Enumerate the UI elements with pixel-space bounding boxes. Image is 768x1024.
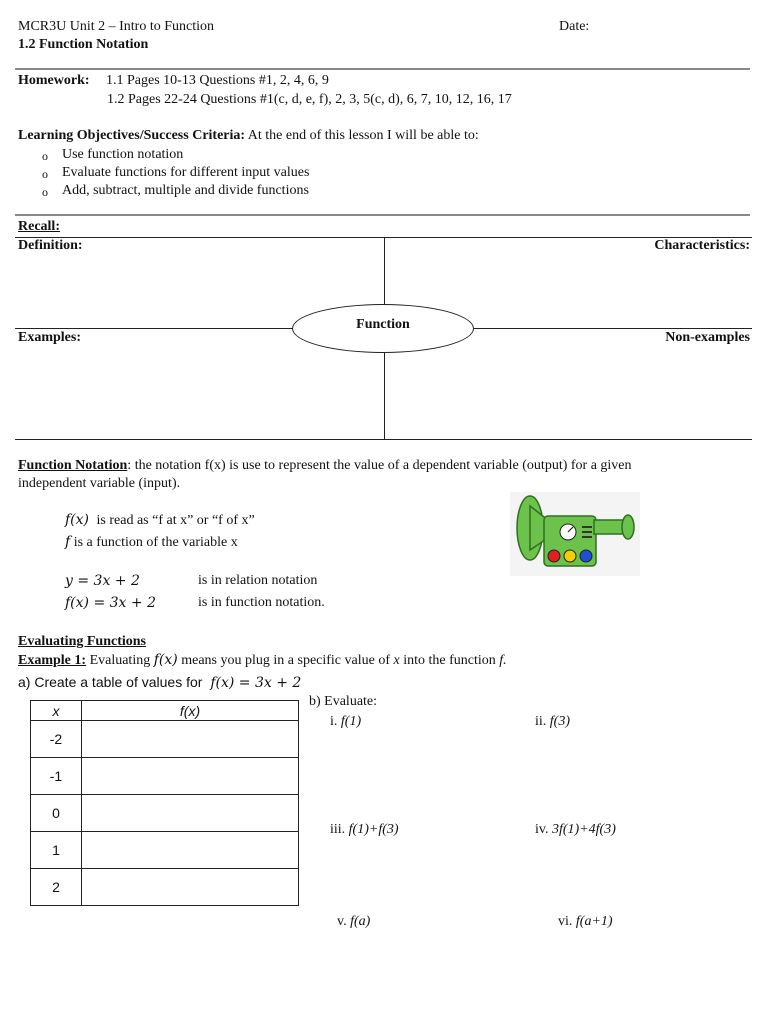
vent-line xyxy=(582,536,592,538)
part-a-line xyxy=(18,674,301,691)
read-as-line xyxy=(65,512,255,529)
notation-text-2: independent variable (input). xyxy=(18,476,181,491)
table-row xyxy=(31,832,299,869)
output-pipe xyxy=(594,520,626,534)
relation-notation-text: is in relation notation xyxy=(198,573,318,588)
table-cell-x: 0 xyxy=(31,795,82,832)
question-expression: f(a) xyxy=(350,914,371,929)
example-x: x xyxy=(393,653,400,668)
table-cell-fx-blank[interactable] xyxy=(82,795,299,832)
table-cell-x: 1 xyxy=(31,832,82,869)
variable-text: is a function of the variable x xyxy=(73,535,238,550)
variable-math: f xyxy=(65,534,71,550)
homework-line-2: 1.2 Pages 22-24 Questions #1(c, d, e, f), 2, 3, 5(c, d), 6, 7, 10, 12, 16, 17 xyxy=(107,92,512,107)
question-item xyxy=(535,714,570,730)
question-number: ii. xyxy=(535,714,547,729)
date-label: Date: xyxy=(559,19,590,34)
objectives-heading xyxy=(18,128,479,144)
table-cell-fx-blank[interactable] xyxy=(82,869,299,906)
example-1-label: Example 1: xyxy=(18,653,87,668)
vent-line xyxy=(582,531,592,533)
question-expression: f(1)+f(3) xyxy=(348,822,399,837)
definition-label: Definition: xyxy=(18,238,83,253)
table-cell-x: -1 xyxy=(31,758,82,795)
function-center-label: Function xyxy=(356,317,410,332)
question-expression: 3f(1)+4f(3) xyxy=(551,822,616,837)
output-pipe-end xyxy=(622,515,634,539)
red-button-icon xyxy=(548,550,560,562)
bullet-marker: o xyxy=(42,149,48,163)
table-row xyxy=(31,721,299,758)
part-a-math: f(x) = 3x + 2 xyxy=(210,675,302,691)
notation-colon: : xyxy=(127,458,132,473)
table-header-fx: f(x) xyxy=(82,701,299,721)
table-cell-x: -2 xyxy=(31,721,82,758)
question-item xyxy=(330,714,361,730)
evaluating-title: Evaluating Functions xyxy=(18,634,146,649)
read-as-text: is read as “f at x” or “f of x” xyxy=(96,513,255,528)
notation-paragraph-line-1 xyxy=(18,458,632,474)
part-b-label: b) Evaluate: xyxy=(309,694,378,709)
examples-label: Examples: xyxy=(18,330,81,345)
lesson-title: 1.2 Function Notation xyxy=(18,37,149,52)
frayer-bottom-line xyxy=(15,439,752,440)
question-item xyxy=(337,914,370,930)
non-examples-label: Non-examples xyxy=(665,330,750,345)
objective-item: Evaluate functions for different input values xyxy=(62,165,310,180)
question-number: iv. xyxy=(535,822,549,837)
table-cell-x: 2 xyxy=(31,869,82,906)
homework-line-1: 1.1 Pages 10-13 Questions #1, 2, 4, 6, 9 xyxy=(106,73,329,88)
example-text-c: into the function xyxy=(403,653,496,668)
function-notation-text: is in function notation. xyxy=(198,595,325,610)
question-item xyxy=(330,822,399,838)
course-title: MCR3U Unit 2 – Intro to Function xyxy=(18,19,215,34)
table-cell-fx-blank[interactable] xyxy=(82,758,299,795)
yellow-button-icon xyxy=(564,550,576,562)
question-expression: f(a+1) xyxy=(575,914,613,929)
question-expression: f(3) xyxy=(549,714,570,729)
table-header-x: x xyxy=(31,701,82,721)
bullet-marker: o xyxy=(42,185,48,199)
variable-line xyxy=(65,534,238,551)
function-notation-math: f(x) = 3x + 2 xyxy=(65,595,156,611)
function-machine-illustration xyxy=(510,492,640,576)
question-item xyxy=(535,822,616,838)
recall-title: Recall: xyxy=(18,219,60,234)
question-number: iii. xyxy=(330,822,346,837)
example-f: f. xyxy=(499,653,507,668)
table-row xyxy=(31,795,299,832)
example-text-a: Evaluating xyxy=(89,653,151,668)
relation-notation-math: y = 3x + 2 xyxy=(65,573,140,589)
objectives-intro: At the end of this lesson I will be able to: xyxy=(247,128,479,143)
example-text-b: means you plug in a specific value of xyxy=(181,653,391,668)
part-a-label: a) Create a table of values for xyxy=(18,674,203,690)
table-header-row xyxy=(31,701,299,721)
table-cell-fx-blank[interactable] xyxy=(82,721,299,758)
notation-text-1: the notation f(x) is use to represent the value of a dependent variable (output) for a given xyxy=(134,458,632,473)
table-cell-fx-blank[interactable] xyxy=(82,832,299,869)
table-row xyxy=(31,869,299,906)
question-item xyxy=(558,914,613,930)
header-divider xyxy=(15,68,750,70)
example-1-line xyxy=(18,652,507,669)
question-expression: f(1) xyxy=(340,714,362,729)
characteristics-label: Characteristics: xyxy=(654,238,750,253)
read-as-math: f(x) xyxy=(65,512,90,528)
homework-label: Homework: xyxy=(18,73,90,88)
question-number: v. xyxy=(337,914,347,929)
blue-button-icon xyxy=(580,550,592,562)
question-number: vi. xyxy=(558,914,573,929)
table-row xyxy=(31,758,299,795)
vent-line xyxy=(582,526,592,528)
example-math: f(x) xyxy=(153,652,178,668)
question-number: i. xyxy=(330,714,338,729)
objectives-label: Learning Objectives/Success Criteria: xyxy=(18,128,246,143)
objectives-divider xyxy=(15,214,750,216)
bullet-marker: o xyxy=(42,167,48,181)
table-of-values xyxy=(30,700,299,906)
objective-item: Add, subtract, multiple and divide functions xyxy=(62,183,309,198)
notation-title: Function Notation xyxy=(18,458,128,473)
objective-item: Use function notation xyxy=(62,147,184,162)
